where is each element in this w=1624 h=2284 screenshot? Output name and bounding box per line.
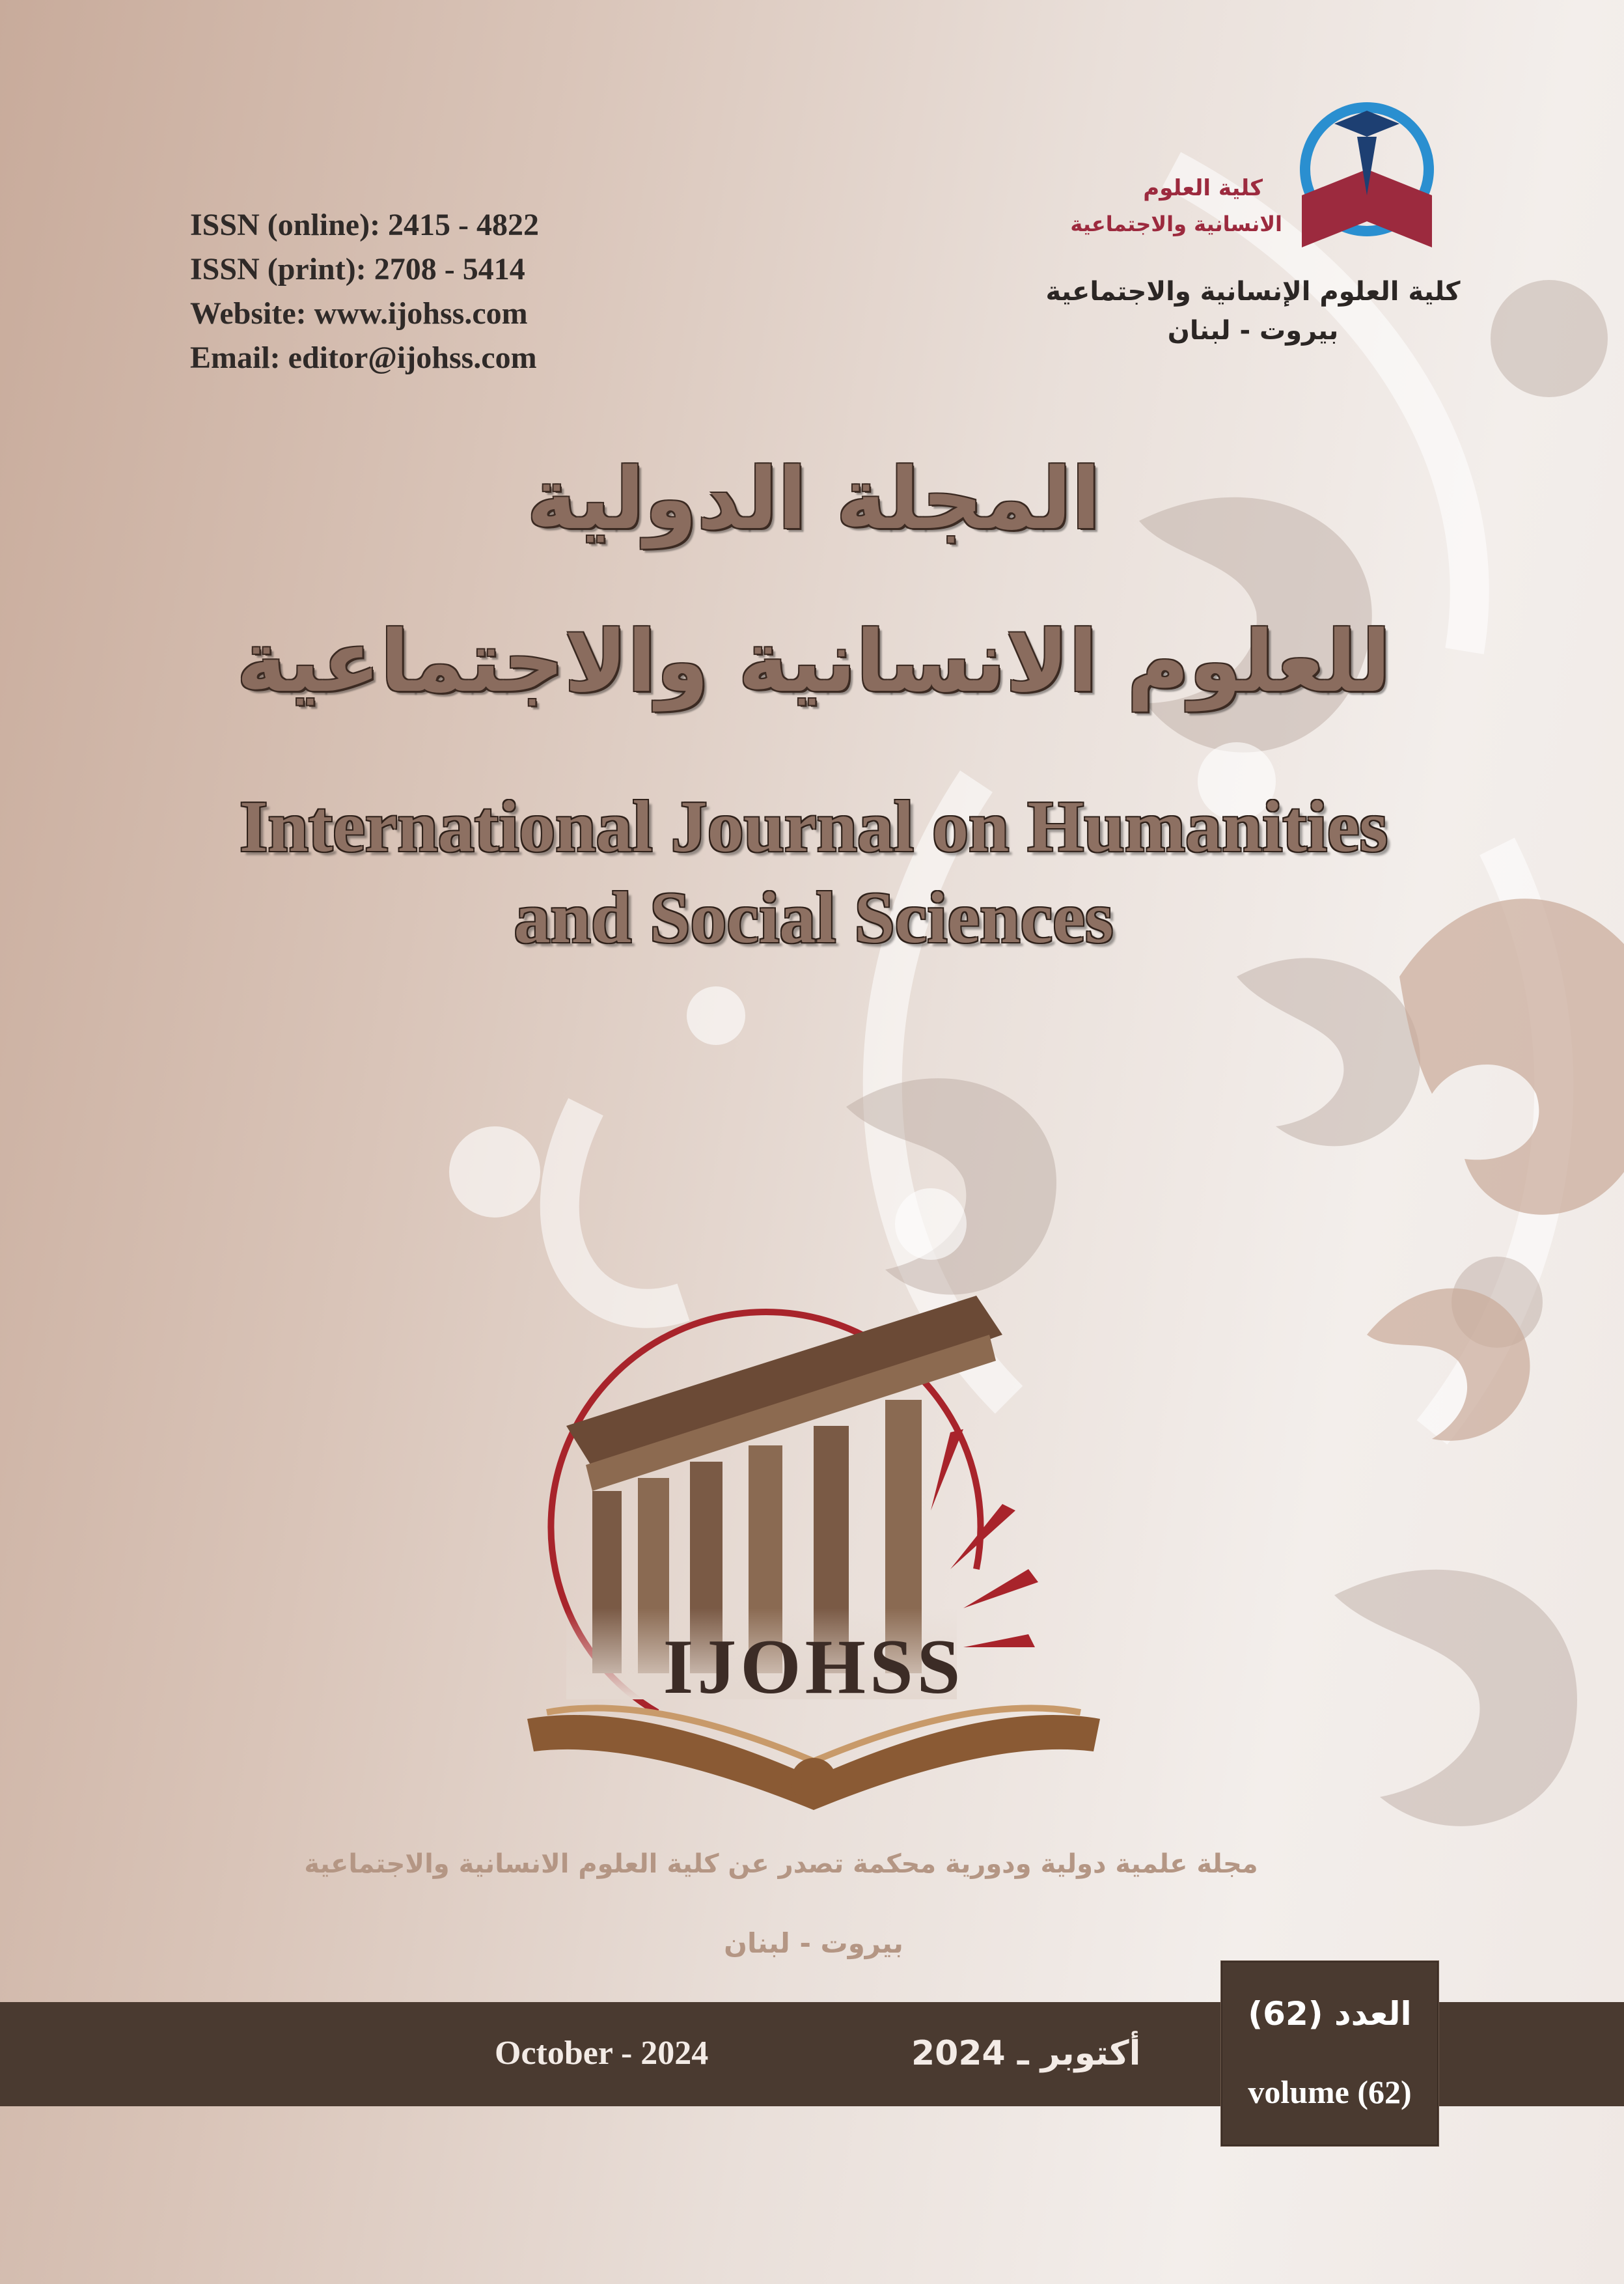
college-name-block [1041, 272, 1465, 350]
issn-online: ISSN (online): 2415 - 4822 [190, 208, 540, 242]
issn-block [190, 203, 539, 380]
website-link[interactable]: Website: www.ijohss.com [190, 296, 528, 331]
volume-box [1221, 1961, 1438, 2146]
journal-city: بيروت - لبنان [724, 1927, 903, 1959]
college-name: كلية العلوم الإنسانية والاجتماعية [1045, 277, 1461, 307]
ijohss-logo [508, 1296, 1146, 1817]
college-logo-text-2: الانسانية والاجتماعية [1070, 212, 1282, 236]
email-link[interactable]: Email: editor@ijohss.com [190, 341, 537, 375]
journal-description: مجلة علمية دولية ودورية محكمة تصدر عن كلية العلوم الانسانية والاجتماعية [304, 1849, 1258, 1879]
volume-ar: العدد (62) [1248, 1995, 1412, 2033]
english-title-line2: and Social Sciences [514, 878, 1114, 958]
volume-en: volume (62) [1248, 2074, 1412, 2110]
english-title-line1: International Journal on Humanities [239, 787, 1388, 867]
arabic-title-line1: المجلة الدولية [527, 449, 1101, 548]
arabic-title-line2: للعلوم الانسانية والاجتماعية [236, 612, 1391, 711]
open-book-icon [527, 1708, 1100, 1810]
issue-date-en: October - 2024 [495, 2035, 709, 2072]
ijohss-wordmark: IJOHSS [663, 1623, 965, 1710]
issue-date-ar: أكتوبر ـ 2024 [911, 2034, 1141, 2073]
issn-print: ISSN (print): 2708 - 5414 [190, 252, 525, 286]
college-logo-text-1: كلية العلوم [1143, 175, 1263, 201]
college-city: بيروت - لبنان [1167, 316, 1339, 346]
